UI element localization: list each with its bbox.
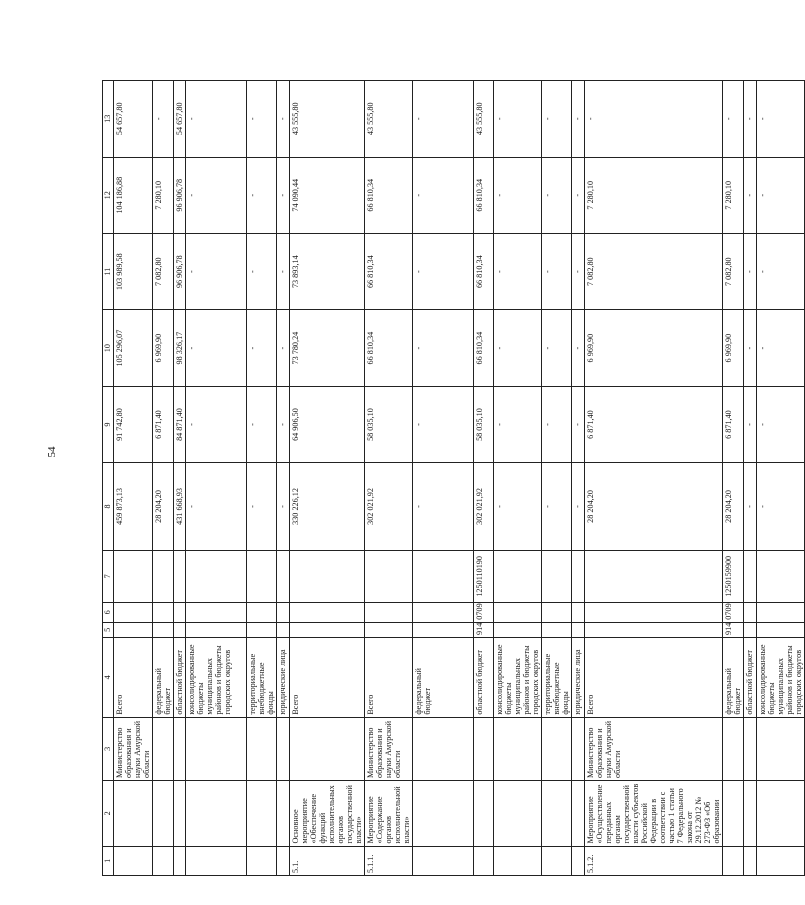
column-number: 8: [103, 463, 114, 550]
measure-name-cell: [277, 781, 290, 847]
year-2023-cell: -: [153, 81, 174, 158]
column-number-row: [103, 81, 114, 876]
year-2022-cell: -: [247, 157, 277, 233]
year-2019-cell: 91 742,80: [114, 386, 153, 462]
column-number: 3: [103, 717, 114, 780]
total-amount-cell: 330 226,12: [290, 463, 365, 550]
year-2019-cell: -: [542, 386, 572, 462]
table-row: [743, 81, 756, 876]
year-2022-cell: -: [743, 157, 756, 233]
target-article-cell: [413, 550, 474, 602]
column-number: 4: [103, 637, 114, 717]
responsible-executor-cell: [542, 717, 572, 780]
column-number: 9: [103, 386, 114, 462]
total-amount-cell: -: [743, 463, 756, 550]
grbs-code-cell: [290, 622, 365, 637]
year-2019-cell: -: [494, 386, 542, 462]
year-2023-cell: -: [277, 81, 290, 158]
grbs-code-cell: [365, 622, 413, 637]
funding-source-cell: Всего: [584, 637, 722, 717]
year-2021-cell: -: [247, 233, 277, 309]
row-number-cell: [114, 846, 153, 875]
funding-source-cell: Всего: [114, 637, 153, 717]
table-row: [584, 81, 722, 876]
year-2023-cell: 43 555,80: [365, 81, 413, 158]
table-row: [542, 81, 572, 876]
funding-source-cell: областной бюджет: [174, 637, 186, 717]
row-number-cell: [174, 846, 186, 875]
target-article-cell: [584, 550, 722, 602]
section-code-cell: 0709: [722, 603, 743, 623]
year-2021-cell: -: [572, 233, 584, 309]
responsible-executor-cell: [186, 717, 247, 780]
year-2023-cell: -: [494, 81, 542, 158]
table-viewport: [102, 80, 803, 876]
year-2020-cell: 73 780,24: [290, 310, 365, 386]
total-amount-cell: 459 873,13: [114, 463, 153, 550]
year-2023-cell: -: [542, 81, 572, 158]
year-2020-cell: -: [494, 310, 542, 386]
row-number-cell: [494, 846, 542, 875]
row-number-cell: 5.1.: [290, 846, 365, 875]
grbs-code-cell: [584, 622, 722, 637]
year-2020-cell: 6 969,90: [584, 310, 722, 386]
column-number: 12: [103, 157, 114, 233]
measure-name-cell: [756, 781, 804, 847]
target-article-cell: [114, 550, 153, 602]
year-2023-cell: 43 555,80: [290, 81, 365, 158]
year-2022-cell: 7 280,10: [153, 157, 174, 233]
page-number: 54: [46, 446, 58, 458]
responsible-executor-cell: [494, 717, 542, 780]
year-2022-cell: -: [186, 157, 247, 233]
measure-name-cell: [572, 781, 584, 847]
column-number: 5: [103, 622, 114, 637]
total-amount-cell: -: [756, 463, 804, 550]
year-2021-cell: -: [413, 233, 474, 309]
year-2019-cell: 64 906,50: [290, 386, 365, 462]
table-row: [413, 81, 474, 876]
table-body: [114, 81, 805, 876]
year-2023-cell: -: [722, 81, 743, 158]
total-amount-cell: -: [413, 463, 474, 550]
total-amount-cell: 302 021,92: [474, 463, 494, 550]
funding-source-cell: консолидированные бюджеты муниципальных районов и бюджеты городских округов: [494, 637, 542, 717]
year-2023-cell: 54 657,80: [174, 81, 186, 158]
table-row: [365, 81, 413, 876]
total-amount-cell: -: [572, 463, 584, 550]
target-article-cell: [572, 550, 584, 602]
funding-source-cell: Всего: [290, 637, 365, 717]
column-number: 10: [103, 310, 114, 386]
year-2021-cell: -: [277, 233, 290, 309]
responsible-executor-cell: [290, 717, 365, 780]
target-article-cell: [277, 550, 290, 602]
total-amount-cell: -: [247, 463, 277, 550]
year-2020-cell: -: [743, 310, 756, 386]
responsible-executor-cell: [743, 717, 756, 780]
target-article-cell: [174, 550, 186, 602]
table-row: [186, 81, 247, 876]
funding-source-cell: консолидированные бюджеты муниципальных районов и бюджеты городских округов: [186, 637, 247, 717]
year-2020-cell: 66 810,34: [474, 310, 494, 386]
grbs-code-cell: [572, 622, 584, 637]
year-2019-cell: 6 871,40: [584, 386, 722, 462]
year-2021-cell: 103 989,58: [114, 233, 153, 309]
year-2021-cell: 66 810,34: [365, 233, 413, 309]
responsible-executor-cell: [174, 717, 186, 780]
year-2020-cell: -: [572, 310, 584, 386]
year-2020-cell: -: [247, 310, 277, 386]
year-2019-cell: -: [247, 386, 277, 462]
section-code-cell: [494, 603, 542, 623]
total-amount-cell: -: [494, 463, 542, 550]
section-code-cell: [247, 603, 277, 623]
section-code-cell: [114, 603, 153, 623]
section-code-cell: [153, 603, 174, 623]
measure-name-cell: [174, 781, 186, 847]
year-2020-cell: 6 969,90: [722, 310, 743, 386]
year-2020-cell: 6 969,90: [153, 310, 174, 386]
year-2022-cell: 7 280,10: [584, 157, 722, 233]
target-article-cell: [542, 550, 572, 602]
responsible-executor-cell: [722, 717, 743, 780]
table-row: [722, 81, 743, 876]
table-row: [572, 81, 584, 876]
funding-source-cell: консолидированные бюджеты муниципальных районов и бюджеты городских округов: [756, 637, 804, 717]
budget-table: [102, 80, 805, 876]
year-2020-cell: -: [186, 310, 247, 386]
year-2019-cell: -: [743, 386, 756, 462]
funding-source-cell: юридические лица: [572, 637, 584, 717]
row-number-cell: [542, 846, 572, 875]
year-2021-cell: -: [542, 233, 572, 309]
year-2019-cell: 6 871,40: [153, 386, 174, 462]
measure-name-cell: [153, 781, 174, 847]
year-2019-cell: -: [572, 386, 584, 462]
year-2021-cell: 73 893,14: [290, 233, 365, 309]
year-2021-cell: -: [743, 233, 756, 309]
year-2022-cell: -: [542, 157, 572, 233]
section-code-cell: [743, 603, 756, 623]
section-code-cell: [542, 603, 572, 623]
year-2019-cell: -: [277, 386, 290, 462]
target-article-cell: 1250159900: [722, 550, 743, 602]
row-number-cell: 5.1.2.: [584, 846, 722, 875]
year-2019-cell: 6 871,40: [722, 386, 743, 462]
column-number: 2: [103, 781, 114, 847]
responsible-executor-cell: [413, 717, 474, 780]
table-row: [290, 81, 365, 876]
responsible-executor-cell: [277, 717, 290, 780]
year-2023-cell: -: [186, 81, 247, 158]
grbs-code-cell: [743, 622, 756, 637]
target-article-cell: [743, 550, 756, 602]
year-2021-cell: -: [494, 233, 542, 309]
row-number-cell: [186, 846, 247, 875]
grbs-code-cell: 914: [722, 622, 743, 637]
year-2022-cell: 66 810,34: [365, 157, 413, 233]
measure-name-cell: Мероприятие «Содержание органов исполнительной власти»: [365, 781, 413, 847]
year-2020-cell: -: [756, 310, 804, 386]
year-2020-cell: 105 296,07: [114, 310, 153, 386]
year-2019-cell: 84 871,40: [174, 386, 186, 462]
row-number-cell: [722, 846, 743, 875]
year-2021-cell: 96 906,78: [174, 233, 186, 309]
funding-source-cell: Всего: [365, 637, 413, 717]
table-row: [277, 81, 290, 876]
year-2022-cell: 7 280,10: [722, 157, 743, 233]
funding-source-cell: федеральный бюджет: [153, 637, 174, 717]
table-row: [174, 81, 186, 876]
table-row: [494, 81, 542, 876]
measure-name-cell: [722, 781, 743, 847]
grbs-code-cell: [174, 622, 186, 637]
table-row: [247, 81, 277, 876]
responsible-executor-cell: [247, 717, 277, 780]
funding-source-cell: областной бюджет: [743, 637, 756, 717]
year-2021-cell: -: [186, 233, 247, 309]
row-number-cell: [413, 846, 474, 875]
measure-name-cell: Основное мероприятие «Обеспечение функций исполнительных органов государственной власти»: [290, 781, 365, 847]
year-2022-cell: 74 090,44: [290, 157, 365, 233]
grbs-code-cell: [756, 622, 804, 637]
year-2022-cell: 96 906,78: [174, 157, 186, 233]
rotated-page: [102, 80, 803, 876]
measure-name-cell: [247, 781, 277, 847]
target-article-cell: [365, 550, 413, 602]
year-2021-cell: -: [756, 233, 804, 309]
total-amount-cell: 302 021,92: [365, 463, 413, 550]
year-2023-cell: -: [743, 81, 756, 158]
responsible-executor-cell: Министерство образования и науки Амурской области: [584, 717, 722, 780]
row-number-cell: [474, 846, 494, 875]
total-amount-cell: -: [186, 463, 247, 550]
responsible-executor-cell: [474, 717, 494, 780]
target-article-cell: 1250110190: [474, 550, 494, 602]
total-amount-cell: 28 204,20: [722, 463, 743, 550]
section-code-cell: [572, 603, 584, 623]
year-2022-cell: -: [756, 157, 804, 233]
row-number-cell: 5.1.1.: [365, 846, 413, 875]
measure-name-cell: [114, 781, 153, 847]
grbs-code-cell: [277, 622, 290, 637]
column-number: 11: [103, 233, 114, 309]
measure-name-cell: [743, 781, 756, 847]
responsible-executor-cell: [153, 717, 174, 780]
row-number-cell: [277, 846, 290, 875]
target-article-cell: [186, 550, 247, 602]
total-amount-cell: -: [542, 463, 572, 550]
target-article-cell: [756, 550, 804, 602]
responsible-executor-cell: [756, 717, 804, 780]
measure-name-cell: [413, 781, 474, 847]
year-2019-cell: -: [186, 386, 247, 462]
year-2022-cell: -: [494, 157, 542, 233]
total-amount-cell: 28 204,20: [584, 463, 722, 550]
table-row: [153, 81, 174, 876]
funding-source-cell: юридические лица: [277, 637, 290, 717]
year-2020-cell: -: [277, 310, 290, 386]
funding-source-cell: территориальные внебюджетные фонды: [247, 637, 277, 717]
year-2023-cell: -: [756, 81, 804, 158]
year-2021-cell: 7 082,80: [153, 233, 174, 309]
year-2019-cell: 58 035,10: [365, 386, 413, 462]
section-code-cell: [174, 603, 186, 623]
column-number: 1: [103, 846, 114, 875]
year-2022-cell: 66 810,34: [474, 157, 494, 233]
target-article-cell: [290, 550, 365, 602]
section-code-cell: [277, 603, 290, 623]
column-number: 13: [103, 81, 114, 158]
section-code-cell: 0709: [474, 603, 494, 623]
year-2020-cell: 98 326,17: [174, 310, 186, 386]
year-2019-cell: -: [756, 386, 804, 462]
row-number-cell: [572, 846, 584, 875]
grbs-code-cell: [153, 622, 174, 637]
row-number-cell: [756, 846, 804, 875]
funding-source-cell: территориальные внебюджетные фонды: [542, 637, 572, 717]
grbs-code-cell: [413, 622, 474, 637]
section-code-cell: [584, 603, 722, 623]
year-2023-cell: -: [247, 81, 277, 158]
table-row: [474, 81, 494, 876]
year-2021-cell: 7 082,80: [722, 233, 743, 309]
grbs-code-cell: [542, 622, 572, 637]
year-2021-cell: 7 082,80: [584, 233, 722, 309]
year-2019-cell: 58 035,10: [474, 386, 494, 462]
target-article-cell: [494, 550, 542, 602]
year-2020-cell: 66 810,34: [365, 310, 413, 386]
funding-source-cell: федеральный бюджет: [722, 637, 743, 717]
funding-source-cell: федеральный бюджет: [413, 637, 474, 717]
total-amount-cell: 431 668,93: [174, 463, 186, 550]
year-2022-cell: 104 186,88: [114, 157, 153, 233]
year-2023-cell: 54 657,80: [114, 81, 153, 158]
year-2022-cell: -: [572, 157, 584, 233]
measure-name-cell: Мероприятие «Осуществление переданных органам государственной власти субъектов Российской Федерации в соответствии с частью 1 статьи 7 Федерального закона от 29.12.2012 № 273-ФЗ «Об образовании: [584, 781, 722, 847]
year-2020-cell: -: [413, 310, 474, 386]
row-number-cell: [247, 846, 277, 875]
measure-name-cell: [186, 781, 247, 847]
row-number-cell: [153, 846, 174, 875]
funding-source-cell: областной бюджет: [474, 637, 494, 717]
grbs-code-cell: 914: [474, 622, 494, 637]
section-code-cell: [413, 603, 474, 623]
year-2022-cell: -: [277, 157, 290, 233]
column-number: 6: [103, 603, 114, 623]
section-code-cell: [365, 603, 413, 623]
grbs-code-cell: [247, 622, 277, 637]
grbs-code-cell: [114, 622, 153, 637]
total-amount-cell: 28 204,20: [153, 463, 174, 550]
measure-name-cell: [542, 781, 572, 847]
grbs-code-cell: [186, 622, 247, 637]
year-2020-cell: -: [542, 310, 572, 386]
measure-name-cell: [494, 781, 542, 847]
year-2023-cell: 43 555,80: [474, 81, 494, 158]
target-article-cell: [247, 550, 277, 602]
section-code-cell: [186, 603, 247, 623]
table-row: [756, 81, 804, 876]
measure-name-cell: [474, 781, 494, 847]
year-2021-cell: 66 810,34: [474, 233, 494, 309]
responsible-executor-cell: Министерство образования и науки Амурской области: [365, 717, 413, 780]
year-2023-cell: -: [572, 81, 584, 158]
year-2023-cell: -: [413, 81, 474, 158]
year-2019-cell: -: [413, 386, 474, 462]
year-2022-cell: -: [413, 157, 474, 233]
section-code-cell: [290, 603, 365, 623]
year-2023-cell: -: [584, 81, 722, 158]
responsible-executor-cell: [572, 717, 584, 780]
section-code-cell: [756, 603, 804, 623]
responsible-executor-cell: Министерство образования и науки Амурской области: [114, 717, 153, 780]
total-amount-cell: -: [277, 463, 290, 550]
row-number-cell: [743, 846, 756, 875]
grbs-code-cell: [494, 622, 542, 637]
column-number: 7: [103, 550, 114, 602]
target-article-cell: [153, 550, 174, 602]
table-row: [114, 81, 153, 876]
